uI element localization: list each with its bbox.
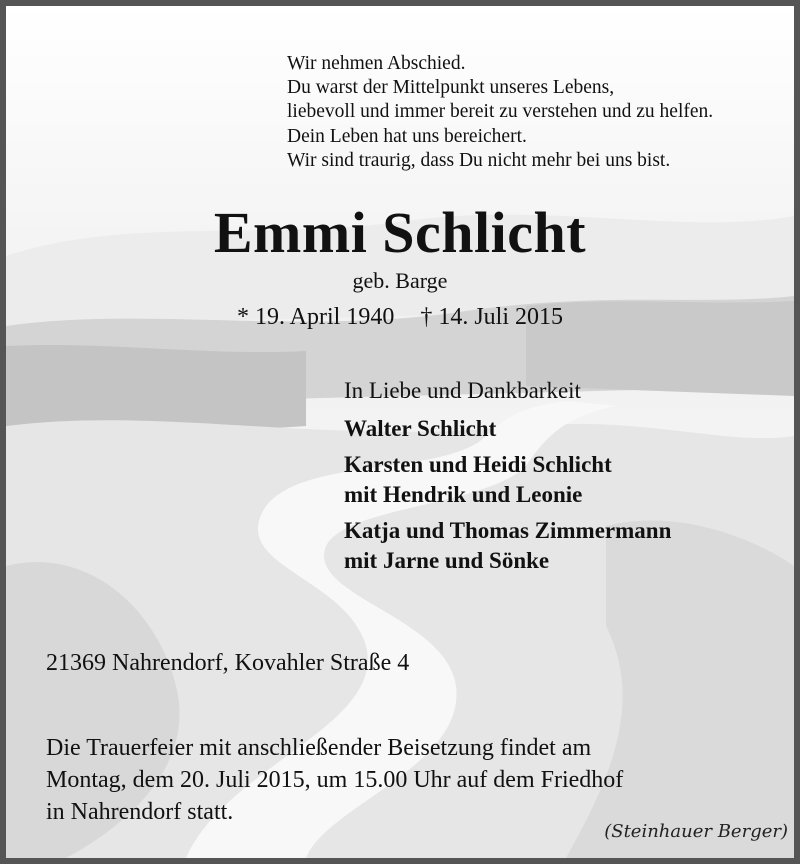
poem-line: Wir nehmen Abschied. — [287, 53, 466, 74]
maiden-name: geb. Barge — [352, 268, 448, 293]
ceremony-line: in Nahrendorf statt. — [46, 799, 234, 825]
birth-date: * 19. April 1940 — [236, 304, 395, 330]
mourner-group — [344, 450, 671, 510]
death-date: † 14. Juli 2015 — [420, 304, 564, 330]
mourner-line: Karsten und Heidi Schlicht — [344, 452, 612, 477]
deceased-name: Emmi Schlicht — [213, 200, 587, 265]
ceremony-line: Die Trauerfeier mit anschließender Beisetzung findet am — [46, 735, 592, 761]
poem-line: Wir sind traurig, dass Du nicht mehr bei uns bist. — [287, 149, 671, 171]
life-dates — [6, 302, 794, 332]
poem-line: Dein Leben hat uns bereichert. — [287, 125, 527, 147]
mourner-group — [344, 516, 671, 576]
mourners-block — [344, 376, 671, 582]
family-address: 21369 Nahrendorf, Kovahler Straße 4 — [46, 650, 410, 676]
mourner-line: Katja und Thomas Zimmermann — [344, 518, 672, 543]
mourner-line: Walter Schlicht — [344, 416, 497, 441]
poem-line: Du warst der Mittelpunkt unseres Lebens, — [287, 77, 615, 99]
ceremony-info — [46, 732, 623, 828]
mourner-line: mit Hendrik und Leonie — [344, 482, 583, 507]
farewell-poem — [287, 52, 713, 173]
mourners-intro: In Liebe und Dankbarkeit — [344, 378, 581, 403]
ceremony-line: Montag, dem 20. Juli 2015, um 15.00 Uhr auf dem Friedhof — [46, 767, 624, 793]
mourner-line: mit Jarne und Sönke — [344, 548, 550, 573]
mourner-group — [344, 414, 671, 444]
stonemason-signature: (Steinhauer Berger) — [604, 821, 788, 842]
poem-line: liebevoll und immer bereit zu verstehen und zu helfen. — [287, 101, 714, 123]
